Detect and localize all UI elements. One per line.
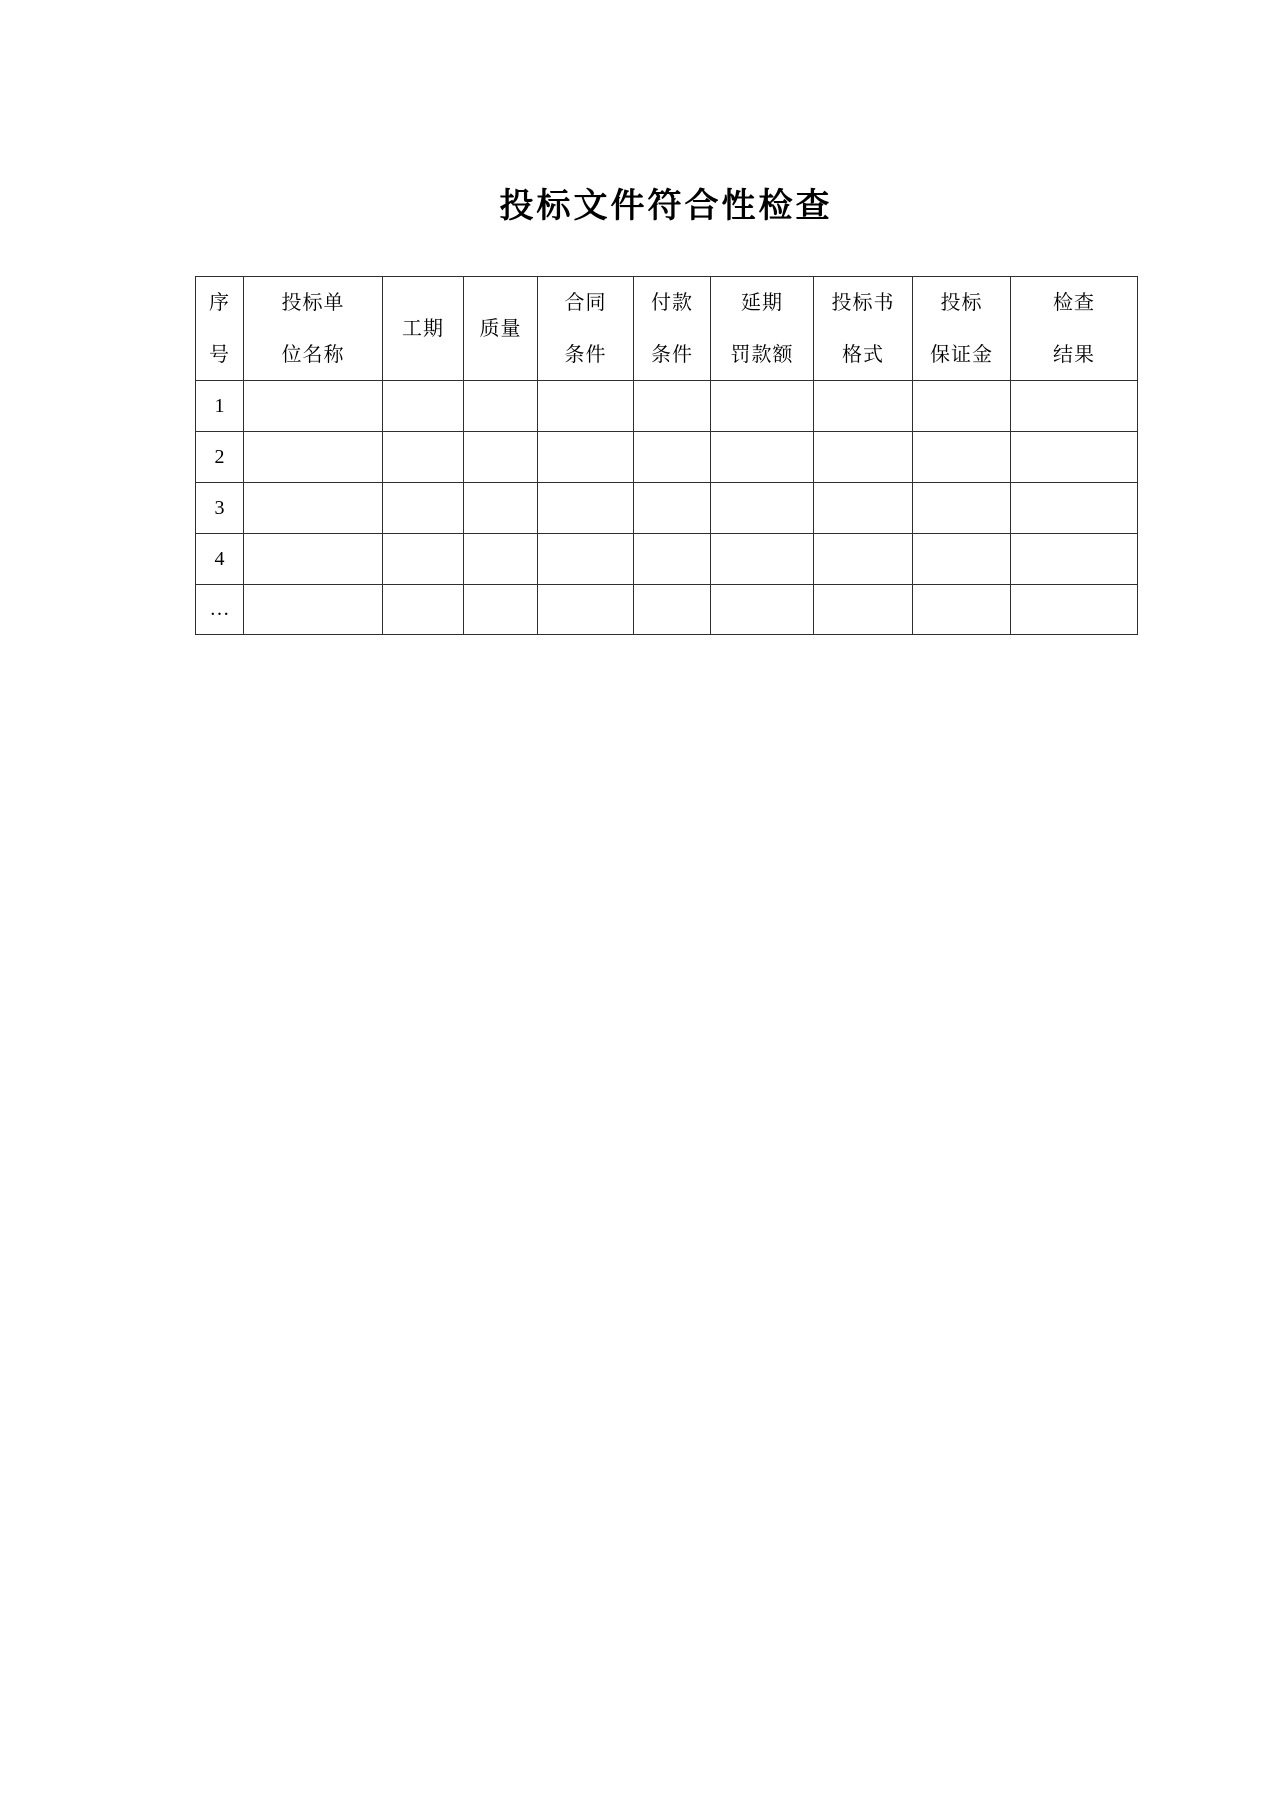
table-row (196, 483, 1138, 534)
empty-cell (814, 483, 913, 534)
table-row (196, 534, 1138, 585)
empty-cell (634, 483, 711, 534)
empty-cell (634, 534, 711, 585)
empty-cell (814, 381, 913, 432)
row-seq-cell: 1 (196, 381, 244, 432)
empty-cell (244, 534, 383, 585)
column-header-bid-form-format-text: 投标书 格式 (831, 291, 895, 366)
empty-cell (711, 534, 814, 585)
empty-cell (711, 381, 814, 432)
column-header-check-result (1011, 277, 1138, 381)
column-header-bid-security-text: 投标 保证金 (930, 291, 993, 366)
document-title: 投标文件符合性检查 (499, 187, 833, 225)
empty-cell (711, 432, 814, 483)
empty-cell (634, 381, 711, 432)
empty-cell (464, 432, 538, 483)
empty-cell (538, 381, 634, 432)
column-header-contract-conditions-text: 合同 条件 (564, 291, 607, 366)
empty-cell (464, 585, 538, 635)
table-row (196, 381, 1138, 432)
empty-cell (634, 585, 711, 635)
empty-cell (383, 483, 464, 534)
column-header-check-result-text: 检查 结果 (1053, 291, 1095, 366)
row-seq-cell: 3 (196, 483, 244, 534)
empty-cell (711, 585, 814, 635)
column-header-quality (464, 277, 538, 381)
empty-cell (634, 432, 711, 483)
empty-cell (814, 432, 913, 483)
table-row (196, 432, 1138, 483)
column-header-contract-conditions (538, 277, 634, 381)
empty-cell (538, 534, 634, 585)
column-header-duration (383, 277, 464, 381)
column-header-quality-text: 质量 (479, 317, 522, 340)
empty-cell (464, 381, 538, 432)
column-header-delay-penalty-amount-text: 延期 罚款额 (730, 291, 794, 366)
column-header-bid-security (913, 277, 1011, 381)
compliance-check-table (195, 276, 1138, 635)
column-header-seq-text: 序 号 (209, 291, 230, 366)
empty-cell (464, 534, 538, 585)
column-header-bidder-name (244, 277, 383, 381)
row-seq-cell: … (196, 585, 244, 635)
row-seq-cell: 2 (196, 432, 244, 483)
empty-cell (1011, 585, 1138, 635)
empty-cell (464, 483, 538, 534)
empty-cell (244, 432, 383, 483)
column-header-bid-form-format (814, 277, 913, 381)
empty-cell (244, 483, 383, 534)
column-header-delay-penalty-amount (711, 277, 814, 381)
empty-cell (711, 483, 814, 534)
empty-cell (913, 381, 1011, 432)
empty-cell (383, 585, 464, 635)
table-row (196, 585, 1138, 635)
empty-cell (538, 585, 634, 635)
empty-cell (383, 432, 464, 483)
column-header-payment-conditions (634, 277, 711, 381)
empty-cell (1011, 483, 1138, 534)
empty-cell (913, 483, 1011, 534)
empty-cell (383, 381, 464, 432)
column-header-bidder-name-text: 投标单 位名称 (281, 291, 345, 366)
empty-cell (244, 381, 383, 432)
empty-cell (538, 483, 634, 534)
empty-cell (814, 585, 913, 635)
empty-cell (1011, 381, 1138, 432)
table-header-row (196, 277, 1138, 381)
empty-cell (383, 534, 464, 585)
empty-cell (913, 534, 1011, 585)
column-header-payment-conditions-text: 付款 条件 (651, 291, 693, 366)
empty-cell (814, 534, 913, 585)
empty-cell (1011, 534, 1138, 585)
column-header-seq (196, 277, 244, 381)
empty-cell (913, 432, 1011, 483)
row-seq-cell: 4 (196, 534, 244, 585)
empty-cell (1011, 432, 1138, 483)
column-header-duration-text: 工期 (402, 317, 444, 340)
empty-cell (538, 432, 634, 483)
empty-cell (244, 585, 383, 635)
empty-cell (913, 585, 1011, 635)
